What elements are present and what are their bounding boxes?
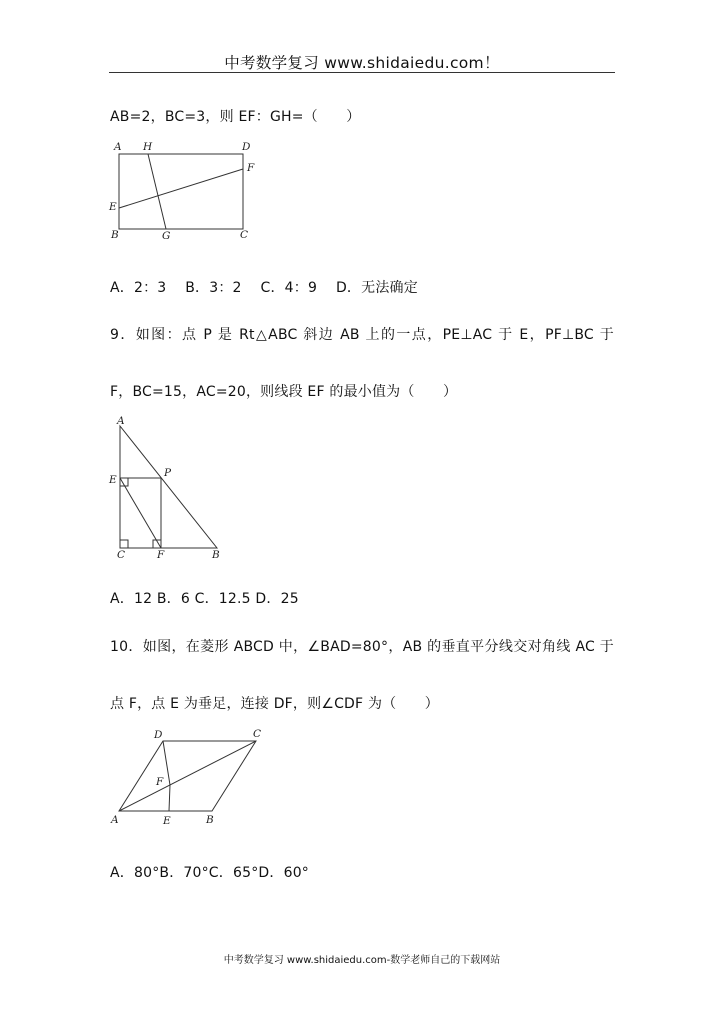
q10-options: A．80°B．70°C．65°D．60°	[110, 865, 309, 881]
q8-stem: AB=2，BC=3，则 EF：GH=（ ）	[110, 109, 361, 125]
segment-ef	[119, 169, 243, 208]
label-f: F	[247, 162, 255, 174]
q10-stem-line1: 10．如图，在菱形 ABCD 中，∠BAD=80°，AB 的垂直平分线交对角线 AC 于	[110, 639, 614, 655]
diagonal-ac	[119, 741, 256, 811]
q9-stem-line1: 9．如图：点 P 是 Rt△ABC 斜边 AB 上的一点，PE⊥AC 于 E，PF⊥BC 于	[110, 327, 614, 343]
label-a: A	[111, 814, 119, 826]
q8-options: A．2：3 B．3：2 C．4：9 D．无法确定	[110, 280, 418, 296]
label-b: B	[111, 229, 119, 241]
q8-rectangle-figure	[105, 138, 265, 243]
q9-stem-line2: F，BC=15，AC=20，则线段 EF 的最小值为（ ）	[110, 384, 458, 400]
page-footer: 中考数学复习 www.shidaiedu.com-数学老师自己的下载网站	[223, 955, 501, 966]
page-header-title: 中考数学复习 www.shidaiedu.com！	[224, 54, 500, 72]
label-f: F	[156, 776, 164, 788]
label-d: D	[154, 729, 163, 741]
label-d: D	[242, 141, 251, 153]
label-e: E	[109, 201, 117, 213]
right-angle-mark-c	[120, 540, 128, 548]
label-a: A	[117, 415, 125, 427]
label-c: C	[117, 549, 126, 561]
label-a: A	[114, 141, 122, 153]
segment-ef	[120, 478, 161, 548]
q9-options: A．12 B．6 C．12.5 D．25	[110, 591, 299, 607]
q10-stem-line2: 点 F，点 E 为垂足，连接 DF，则∠CDF 为（ ）	[110, 696, 439, 712]
label-b: B	[212, 549, 220, 561]
q10-rhombus-figure	[105, 724, 275, 829]
label-c: C	[253, 728, 262, 740]
label-p: P	[164, 467, 172, 479]
label-f: F	[157, 549, 165, 561]
triangle-abc	[120, 426, 217, 548]
label-c: C	[240, 229, 249, 241]
label-e: E	[163, 815, 171, 827]
segment-df	[163, 741, 170, 785]
label-b: B	[206, 814, 214, 826]
label-h: H	[143, 141, 153, 153]
label-g: G	[162, 230, 171, 242]
rect-abcd	[119, 154, 243, 229]
q9-right-triangle-figure	[105, 412, 235, 562]
perpendicular-ef	[169, 785, 170, 811]
header-divider	[109, 72, 615, 73]
label-e: E	[109, 474, 117, 486]
segment-hg	[148, 154, 166, 229]
